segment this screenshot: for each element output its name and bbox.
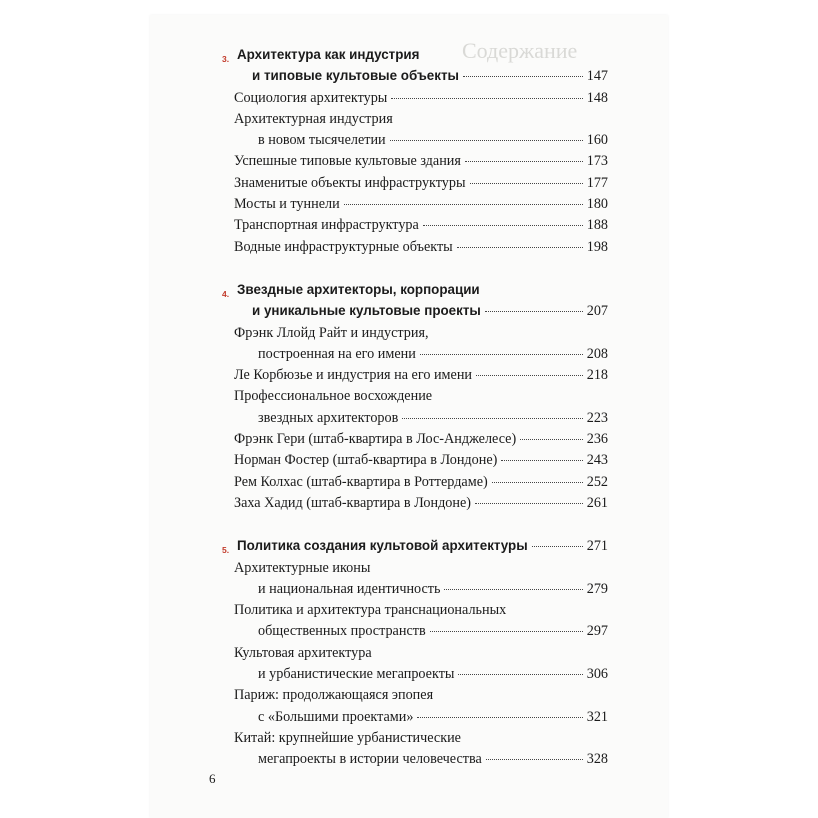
entry-title-line: Транспортная инфраструктура	[234, 217, 419, 234]
chapter-heading	[222, 44, 608, 88]
dot-leader	[423, 225, 583, 226]
chapter-title-line: Архитектура как индустрия	[237, 47, 420, 62]
entry-title-line: Политика и архитектура транснациональных	[234, 602, 507, 619]
toc-entry	[222, 365, 608, 386]
dot-leader	[520, 439, 583, 440]
page-ref: 271	[586, 538, 608, 555]
chapter-heading	[222, 535, 608, 557]
entry-title-line: Ле Корбюзье и индустрия на его имени	[234, 367, 473, 384]
toc-entry	[222, 429, 608, 450]
chapter-number: 3.	[222, 54, 230, 64]
page-ref: 208	[586, 345, 608, 362]
page-ref: 236	[586, 431, 608, 448]
page-ref: 207	[586, 303, 608, 320]
dot-leader	[485, 311, 583, 312]
page-ref: 297	[586, 623, 608, 640]
dot-leader	[532, 546, 583, 547]
page-ref: 252	[586, 473, 608, 490]
chapter-title-line: Политика создания культовой архитектуры	[237, 538, 528, 554]
page-ref: 223	[586, 409, 608, 426]
entry-title-line: Фрэнк Ллойд Райт и индустрия,	[234, 324, 429, 341]
page-ref: 173	[586, 153, 608, 170]
page-ref: 243	[586, 452, 608, 469]
entry-title-line: Знаменитые объекты инфраструктуры	[234, 174, 466, 191]
toc-entry	[222, 173, 608, 194]
page-ref: 180	[586, 196, 608, 213]
chapter-heading	[222, 279, 608, 323]
toc-entry	[222, 685, 608, 728]
entry-title-line: общественных пространств	[258, 623, 426, 640]
entry-title-line: Профессиональное восхождение	[234, 388, 433, 405]
page-ref: 321	[586, 708, 608, 725]
entry-title-line: построенная на его имени	[258, 345, 416, 362]
page-ref: 328	[586, 751, 608, 768]
page-ref: 160	[586, 132, 608, 149]
entry-title-line: и урбанистические мегапроекты	[258, 666, 455, 683]
toc-entry	[222, 728, 608, 771]
page-ref: 306	[586, 666, 608, 683]
toc-entry	[222, 323, 608, 366]
entry-title-line: с «Большими проектами»	[258, 708, 414, 725]
entry-title-line: Фрэнк Гери (штаб-квартира в Лос-Анджелесе)	[234, 431, 517, 448]
dot-leader	[430, 631, 583, 632]
entry-title-line: Заха Хадид (штаб-квартира в Лондоне)	[234, 494, 472, 511]
dot-leader	[475, 503, 583, 504]
dot-leader	[463, 76, 583, 77]
entry-title-line: звездных архитекторов	[258, 409, 399, 426]
dot-leader	[501, 460, 582, 461]
toc-entry	[222, 493, 608, 514]
toc-entry	[222, 194, 608, 215]
dot-leader	[344, 204, 583, 205]
entry-title-line: Водные инфраструктурные объекты	[234, 238, 453, 255]
page-ref: 279	[586, 580, 608, 597]
dot-leader	[417, 717, 582, 718]
page-ref: 198	[586, 238, 608, 255]
toc-entry	[222, 600, 608, 643]
entry-title-line: Париж: продолжающаяся эпопея	[234, 687, 434, 704]
page-ref: 148	[586, 89, 608, 106]
page-ref: 218	[586, 367, 608, 384]
page-ref: 261	[586, 494, 608, 511]
chapter-block	[222, 535, 608, 770]
toc-entry	[222, 450, 608, 471]
entry-title-line: мегапроекты в истории человечества	[258, 751, 482, 768]
chapter-title-line: Звездные архитекторы, корпорации	[237, 281, 480, 297]
chapter-block	[222, 279, 608, 514]
dot-leader	[420, 354, 583, 355]
entry-title-line: Мосты и туннели	[234, 196, 340, 213]
dot-leader	[390, 140, 583, 141]
entry-title-line: Архитектурные иконы	[234, 559, 371, 576]
entry-title-line: Успешные типовые культовые здания	[234, 153, 461, 170]
chapter-number: 4.	[222, 288, 230, 299]
chapter-title-line: и типовые культовые объекты	[252, 68, 459, 84]
dot-leader	[470, 183, 583, 184]
toc-entry	[222, 88, 608, 109]
toc-entry	[222, 151, 608, 172]
chapter-number: 5.	[222, 545, 230, 556]
dot-leader	[476, 375, 583, 376]
dot-leader	[391, 98, 582, 99]
toc-entry	[222, 643, 608, 686]
dot-leader	[486, 759, 583, 760]
entry-title-line: Архитектурная индустрия	[234, 110, 393, 127]
toc-entry	[222, 472, 608, 493]
dot-leader	[492, 482, 583, 483]
dot-leader	[457, 247, 583, 248]
entry-title-line: в новом тысячелетии	[258, 132, 386, 149]
chapter-block	[222, 44, 608, 258]
table-of-contents	[222, 44, 608, 792]
page-number: 6	[209, 771, 216, 786]
dot-leader	[465, 161, 583, 162]
page-ref: 177	[586, 174, 608, 191]
toc-entry	[222, 215, 608, 236]
entry-title-line: и национальная идентичность	[258, 580, 441, 597]
page-ref: 188	[586, 217, 608, 234]
toc-entry	[222, 386, 608, 429]
dot-leader	[444, 589, 582, 590]
bleed-through-text: Содержание	[462, 38, 578, 63]
toc-entry	[222, 558, 608, 601]
entry-title-line: Норман Фостер (штаб-квартира в Лондоне)	[234, 452, 498, 469]
chapter-title-line: и уникальные культовые проекты	[252, 303, 481, 319]
dot-leader	[458, 674, 582, 675]
entry-title-line: Рем Колхас (штаб-квартира в Роттердаме)	[234, 473, 488, 490]
toc-entry	[222, 109, 608, 152]
entry-title-line: Китай: крупнейшие урбанистические	[234, 729, 461, 746]
entry-title-line: Социология архитектуры	[234, 89, 388, 106]
entry-title-line: Культовая архитектура	[234, 644, 372, 661]
toc-entry	[222, 237, 608, 258]
page-ref: 147	[586, 68, 608, 85]
dot-leader	[402, 418, 582, 419]
